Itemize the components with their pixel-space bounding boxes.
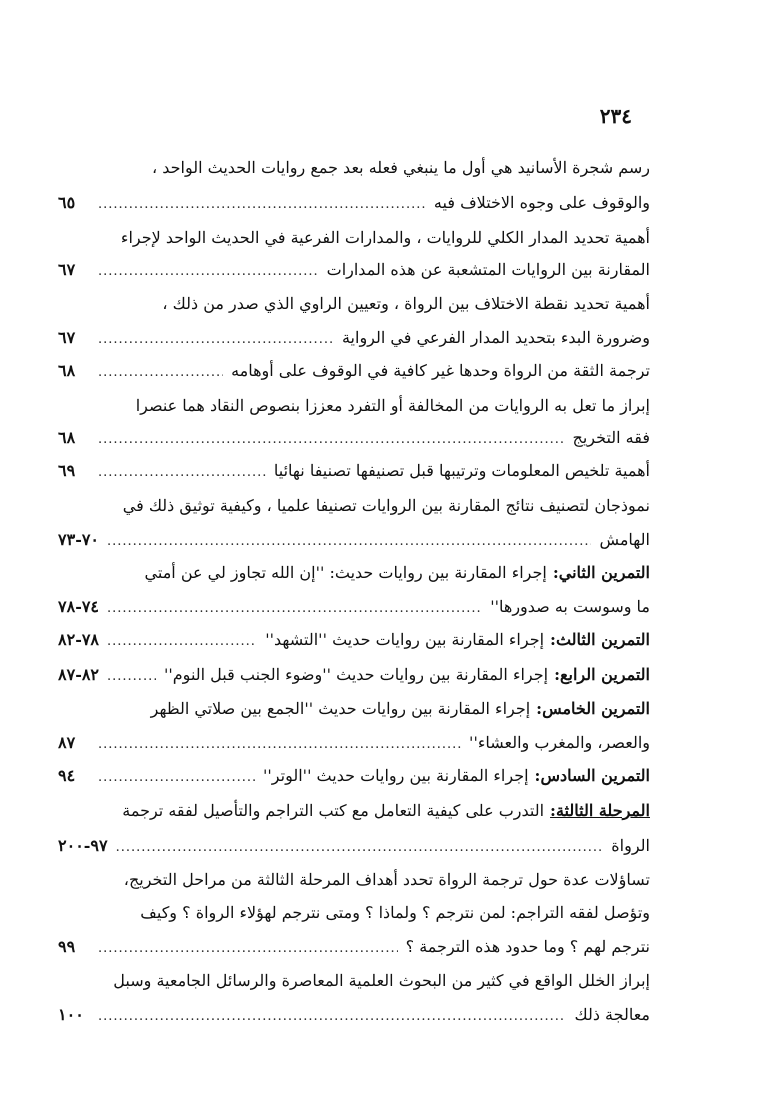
entry-text: أهمية تلخيص المعلومات وترتيبها قبل تصنيفها تصنيفا نهائيا	[273, 461, 650, 480]
toc-line	[58, 563, 650, 593]
entry-text: الهامش	[599, 530, 650, 549]
dot-leader	[98, 1009, 566, 1024]
entry-label: التمرين السادس:	[534, 766, 650, 785]
dot-leader	[107, 669, 156, 684]
toc-line	[58, 428, 650, 458]
toc-line	[58, 733, 650, 763]
toc-line	[58, 971, 650, 1001]
toc-line	[58, 228, 650, 258]
entry-text: إجراء المقارنة بين روايات حديث ''وضوء الجنب قبل النوم''	[163, 665, 549, 684]
dot-leader	[98, 197, 426, 212]
toc-line	[58, 801, 650, 831]
entry-label: المرحلة الثالثة:	[550, 801, 650, 820]
dot-leader	[98, 264, 319, 279]
entry-text: وتؤصل لفقه التراجم: لمن نترجم ؟ ولماذا ؟ ومتى نترجم لهؤلاء الرواة ؟ وكيف	[140, 903, 650, 922]
toc-line	[58, 530, 650, 560]
entry-page: ٦٥	[58, 193, 76, 212]
toc-line	[58, 937, 650, 967]
entry-page: ٧٠-٧٣	[58, 530, 100, 549]
entry-page: ٩٩	[58, 937, 76, 956]
toc-line	[58, 294, 650, 324]
entry-text: تساؤلات عدة حول ترجمة الرواة تحدد أهداف المرحلة الثالثة من مراحل التخريج،	[123, 870, 650, 889]
toc-line	[58, 836, 650, 866]
toc-line	[58, 193, 650, 223]
entry-text: الرواة	[611, 836, 650, 855]
entry-text: ما وسوست به صدورها''	[490, 597, 650, 616]
toc-line	[58, 870, 650, 900]
dot-leader	[107, 534, 591, 549]
toc-line	[58, 699, 650, 729]
dot-leader	[98, 941, 398, 956]
entry-text: نموذجان لتصنيف نتائج المقارنة بين الروايات تصنيفا علميا ، وكيفية توثيق ذلك في	[122, 496, 650, 515]
entry-page: ٧٨-٨٢	[58, 630, 100, 649]
entry-text: التدرب على كيفية التعامل مع كتب التراجم والتأصيل لفقه ترجمة	[122, 801, 545, 820]
entry-text: أهمية تحديد نقطة الاختلاف بين الرواة ، وتعيين الراوي الذي صدر من ذلك ،	[162, 294, 650, 313]
dot-leader	[98, 737, 461, 752]
entry-text: نترجم لهم ؟ وما حدود هذه الترجمة ؟	[405, 937, 650, 956]
entry-text: والوقوف على وجوه الاختلاف فيه	[433, 193, 650, 212]
toc-line	[58, 361, 650, 391]
entry-text: إجراء المقارنة بين روايات حديث ''الجمع بين صلاتي الظهر	[150, 699, 531, 718]
entry-text: معالجة ذلك	[574, 1005, 650, 1024]
entry-page: ٧٤-٧٨	[58, 597, 100, 616]
toc-line	[58, 630, 650, 660]
entry-label: التمرين الثالث:	[550, 630, 650, 649]
entry-text: إجراء المقارنة بين روايات حديث ''الوتر''	[263, 766, 529, 785]
entry-text: وضرورة البدء بتحديد المدار الفرعي في الرواية	[341, 328, 650, 347]
dot-leader	[107, 634, 257, 649]
entry-page: ٨٧	[58, 733, 76, 752]
entry-page: ١٠٠	[58, 1005, 84, 1024]
entry-text: المقارنة بين الروايات المتشعبة عن هذه المدارات	[326, 260, 650, 279]
toc-line	[58, 1005, 650, 1035]
entry-text: إبراز ما تعل به الروايات من المخالفة أو التفرد معززا بنصوص النقاد هما عنصرا	[135, 396, 650, 415]
dot-leader	[98, 365, 223, 380]
toc-line	[58, 328, 650, 358]
entry-text: والعصر، والمغرب والعشاء''	[469, 733, 650, 752]
entry-text: ترجمة الثقة من الرواة وحدها غير كافية في الوقوف على أوهامه	[231, 361, 650, 380]
toc-line	[58, 158, 650, 188]
toc-line	[58, 665, 650, 695]
toc-line	[58, 396, 650, 426]
dot-leader	[98, 770, 255, 785]
toc-line	[58, 766, 650, 796]
toc-line	[58, 597, 650, 627]
dot-leader	[107, 601, 482, 616]
dot-leader	[116, 840, 604, 855]
entry-page: ٦٩	[58, 461, 76, 480]
toc-line	[58, 903, 650, 933]
toc-line	[58, 461, 650, 491]
entry-label: التمرين الرابع:	[554, 665, 650, 684]
entry-label: التمرين الخامس:	[536, 699, 650, 718]
entry-page: ٨٢-٨٧	[58, 665, 100, 684]
dot-leader	[98, 332, 334, 347]
entry-text: أهمية تحديد المدار الكلي للروايات ، والمدارات الفرعية في الحديث الواحد لإجراء	[120, 228, 650, 247]
entry-page: ٦٧	[58, 328, 76, 347]
entry-page: ٩٤	[58, 766, 76, 785]
dot-leader	[98, 432, 565, 447]
entry-text: إبراز الخلل الواقع في كثير من البحوث العلمية المعاصرة والرسائل الجامعية وسبل	[113, 971, 650, 990]
toc-line	[58, 496, 650, 526]
entry-page: ٦٨	[58, 361, 76, 380]
entry-page: ٦٧	[58, 260, 76, 279]
entry-text: رسم شجرة الأسانيد هي أول ما ينبغي فعله بعد جمع روايات الحديث الواحد ،	[151, 158, 650, 177]
entry-text: فقه التخريج	[572, 428, 650, 447]
entry-text: إجراء المقارنة بين روايات حديث: ''إن الله تجاوز لي عن أمتي	[144, 563, 547, 582]
entry-page: ٦٨	[58, 428, 76, 447]
entry-text: إجراء المقارنة بين روايات حديث ''التشهد''	[265, 630, 545, 649]
entry-label: التمرين الثاني:	[552, 563, 650, 582]
page-number: ٢٣٤	[599, 104, 632, 128]
dot-leader	[98, 465, 266, 480]
toc-line	[58, 260, 650, 290]
entry-page: ٩٧-٢٠٠	[58, 836, 108, 855]
